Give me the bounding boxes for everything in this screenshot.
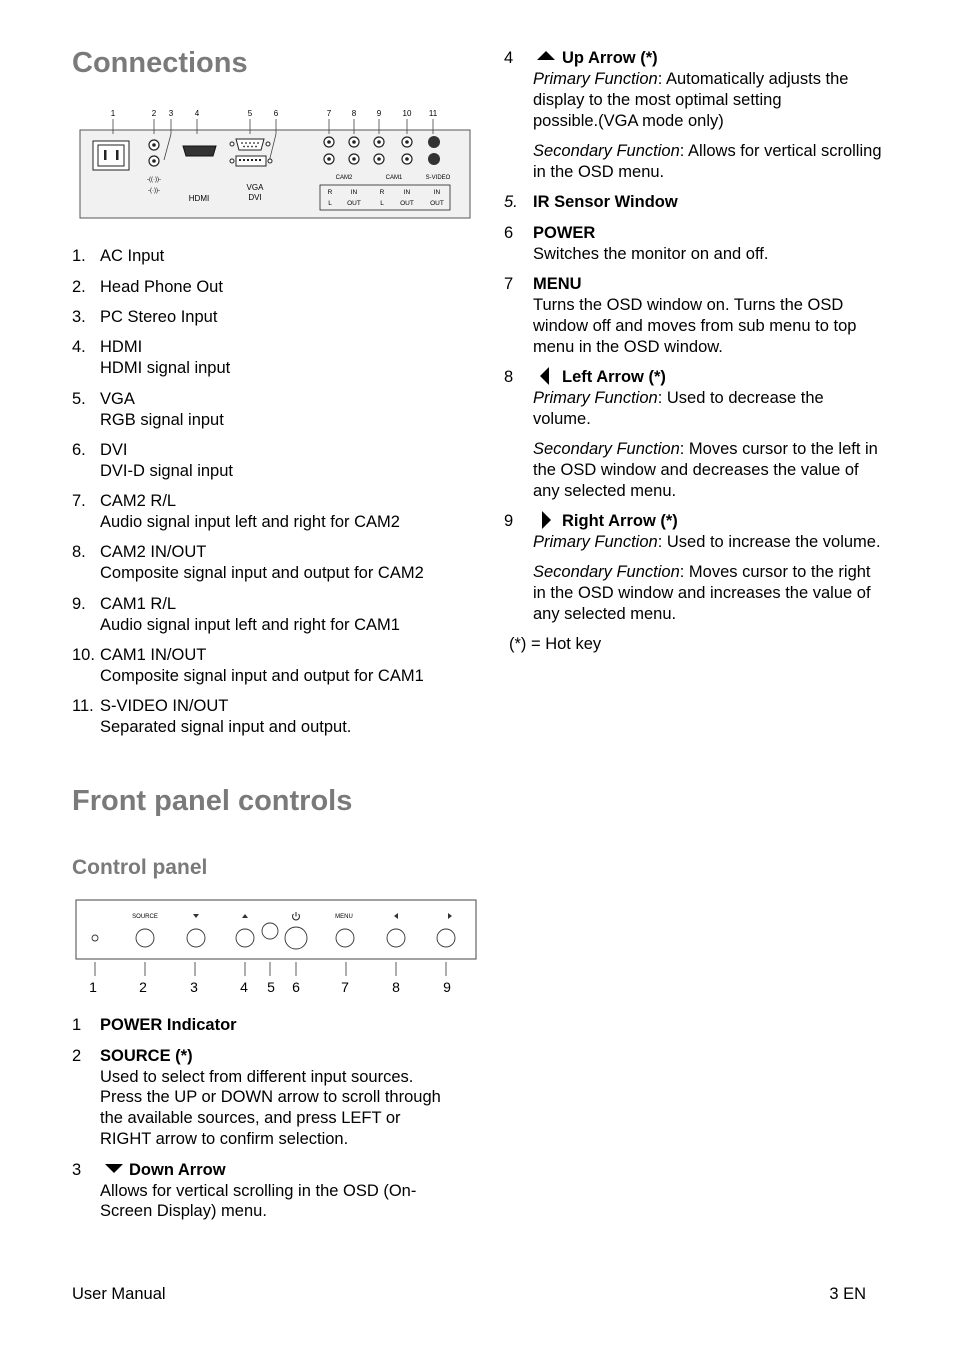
svg-text:VGA: VGA bbox=[246, 183, 264, 192]
svg-text:CAM1: CAM1 bbox=[385, 175, 403, 181]
right-arrow-icon bbox=[541, 510, 553, 530]
list-item-desc: Secondary Function: Moves cursor to the left in bbox=[533, 440, 878, 458]
svg-text:7: 7 bbox=[341, 979, 349, 995]
list-item-desc: Used to select from different input sources. bbox=[100, 1068, 414, 1086]
connections-title: Connections bbox=[72, 47, 248, 79]
conn-callout-5: 5 bbox=[247, 109, 253, 118]
list-item-number: 8. bbox=[72, 543, 86, 561]
right-button-icon bbox=[437, 929, 455, 947]
svg-text:3: 3 bbox=[190, 979, 198, 995]
front-panel-title: Front panel controls bbox=[72, 785, 353, 817]
svg-text:L: L bbox=[380, 200, 384, 207]
list-item-title: S-VIDEO IN/OUT bbox=[100, 697, 229, 715]
list-item-number: 7. bbox=[72, 492, 86, 510]
list-item-title: Up Arrow (*) bbox=[562, 49, 658, 67]
list-item-desc: Separated signal input and output. bbox=[100, 718, 352, 736]
list-item-desc: the OSD window and decreases the value of bbox=[533, 461, 859, 479]
svg-text:MENU: MENU bbox=[335, 914, 353, 920]
list-item-title: CAM2 IN/OUT bbox=[100, 543, 207, 561]
footer-left: User Manual bbox=[72, 1285, 166, 1303]
conn-callout-11: 11 bbox=[428, 109, 438, 118]
list-item-desc: Primary Function: Used to decrease the bbox=[533, 389, 824, 407]
list-item-desc: in the OSD menu. bbox=[533, 163, 665, 181]
list-item-desc: Press the UP or DOWN arrow to scroll through bbox=[100, 1088, 441, 1106]
list-item-title: IR Sensor Window bbox=[533, 193, 678, 211]
list-item-number: 1. bbox=[72, 247, 86, 265]
list-item-number: 2 bbox=[72, 1047, 82, 1065]
conn-callout-9: 9 bbox=[376, 109, 382, 118]
list-item-title: POWER Indicator bbox=[100, 1016, 237, 1034]
svg-text:8: 8 bbox=[392, 979, 400, 995]
svg-text:R: R bbox=[379, 189, 385, 196]
list-item-number: 2. bbox=[72, 278, 86, 296]
power-indicator-led bbox=[92, 935, 98, 941]
control-panel-subtitle: Control panel bbox=[72, 856, 208, 879]
svg-text:IN: IN bbox=[403, 189, 411, 196]
source-button-icon bbox=[136, 929, 154, 947]
list-item-desc: Primary Function: Automatically adjusts the bbox=[533, 70, 849, 88]
hotkey-note: (*) = Hot key bbox=[509, 635, 602, 653]
svg-text:1: 1 bbox=[89, 979, 97, 995]
list-item-desc: Turns the OSD window on. Turns the OSD bbox=[533, 296, 844, 314]
up-button-icon bbox=[236, 929, 254, 947]
down-arrow-icon bbox=[104, 1163, 124, 1175]
list-item-desc: Composite signal input and output for CAM2 bbox=[100, 564, 424, 582]
svg-text:6: 6 bbox=[292, 979, 300, 995]
svg-text:S-VIDEO: S-VIDEO bbox=[425, 175, 451, 181]
list-item-desc: window off and moves from sub menu to top bbox=[533, 317, 857, 335]
list-item-number: 8 bbox=[504, 368, 514, 386]
svg-text:IN: IN bbox=[433, 189, 441, 196]
ir-sensor-icon bbox=[262, 923, 278, 939]
list-item-desc: any selected menu. bbox=[533, 482, 677, 500]
conn-callout-3: 3 bbox=[168, 109, 174, 118]
list-item-title: CAM1 IN/OUT bbox=[100, 646, 207, 664]
list-item-title: Right Arrow (*) bbox=[562, 512, 678, 530]
list-item-title: CAM2 R/L bbox=[100, 492, 177, 510]
list-item-number: 1 bbox=[72, 1016, 82, 1034]
list-item-number: 10. bbox=[72, 646, 95, 664]
left-arrow-icon bbox=[539, 366, 551, 386]
conn-callout-6: 6 bbox=[273, 109, 279, 118]
svg-text:9: 9 bbox=[443, 979, 451, 995]
list-item-desc: in the OSD window and increases the value of bbox=[533, 584, 871, 602]
svg-text:HDMI: HDMI bbox=[188, 194, 210, 203]
svg-text:2: 2 bbox=[139, 979, 147, 995]
control-panel-diagram bbox=[72, 896, 480, 998]
list-item-title: SOURCE (*) bbox=[100, 1047, 193, 1065]
conn-callout-10: 10 bbox=[402, 109, 412, 118]
list-item-desc: Audio signal input left and right for CAM1 bbox=[100, 616, 400, 634]
svg-text:IN: IN bbox=[350, 189, 358, 196]
list-item-title: AC Input bbox=[100, 247, 165, 265]
list-item-desc: Primary Function: Used to increase the volume. bbox=[533, 533, 881, 551]
down-button-icon bbox=[187, 929, 205, 947]
svg-text:OUT: OUT bbox=[347, 200, 361, 207]
list-item-number: 3 bbox=[72, 1161, 82, 1179]
list-item-number: 9 bbox=[504, 512, 514, 530]
list-item-desc: Audio signal input left and right for CAM2 bbox=[100, 513, 400, 531]
list-item-number: 5. bbox=[504, 193, 518, 211]
ac-input-icon bbox=[93, 141, 129, 170]
list-item-desc: Secondary Function: Moves cursor to the right bbox=[533, 563, 871, 581]
list-item-number: 6 bbox=[504, 224, 514, 242]
list-item-number: 7 bbox=[504, 275, 514, 293]
list-item-title: DVI bbox=[100, 441, 128, 459]
svg-text:DVI: DVI bbox=[248, 193, 262, 202]
list-item-desc: possible.(VGA mode only) bbox=[533, 112, 724, 130]
list-item-desc: the available sources, and press LEFT or bbox=[100, 1109, 401, 1127]
svg-text:OUT: OUT bbox=[430, 200, 444, 207]
conn-callout-7: 7 bbox=[326, 109, 332, 118]
list-item-desc: RIGHT arrow to confirm selection. bbox=[100, 1130, 349, 1148]
page-number: 3 EN bbox=[829, 1285, 866, 1303]
up-arrow-icon bbox=[536, 50, 556, 62]
svg-text:4: 4 bbox=[240, 979, 248, 995]
power-button-icon bbox=[285, 927, 307, 949]
list-item-number: 4 bbox=[504, 49, 514, 67]
menu-button-icon bbox=[336, 929, 354, 947]
left-button-icon bbox=[387, 929, 405, 947]
list-item-desc: display to the most optimal setting bbox=[533, 91, 782, 109]
list-item-title: MENU bbox=[533, 275, 582, 293]
svg-text:OUT: OUT bbox=[400, 200, 414, 207]
svg-text:CAM2: CAM2 bbox=[335, 175, 353, 181]
svg-text:SOURCE: SOURCE bbox=[132, 914, 158, 920]
list-item-desc: volume. bbox=[533, 410, 591, 428]
list-item-desc: DVI-D signal input bbox=[100, 462, 233, 480]
connections-diagram bbox=[72, 104, 476, 222]
svg-text:R: R bbox=[327, 189, 333, 196]
list-item-title: Head Phone Out bbox=[100, 278, 223, 296]
list-item-desc: menu in the OSD window. bbox=[533, 338, 723, 356]
list-item-desc: any selected menu. bbox=[533, 605, 677, 623]
list-item-desc: HDMI signal input bbox=[100, 359, 231, 377]
list-item-title: VGA bbox=[100, 390, 135, 408]
conn-callout-2: 2 bbox=[151, 109, 157, 118]
list-item-number: 3. bbox=[72, 308, 86, 326]
list-item-desc: RGB signal input bbox=[100, 411, 224, 429]
svg-text:-((·))-: -((·))- bbox=[147, 177, 161, 183]
list-item-desc: Switches the monitor on and off. bbox=[533, 245, 769, 263]
svg-text:5: 5 bbox=[267, 979, 275, 995]
list-item-title: Down Arrow bbox=[129, 1161, 226, 1179]
list-item-title: POWER bbox=[533, 224, 596, 242]
conn-callout-1: 1 bbox=[110, 109, 116, 118]
list-item-title: Left Arrow (*) bbox=[562, 368, 666, 386]
list-item-desc: Composite signal input and output for CAM1 bbox=[100, 667, 424, 685]
list-item-number: 9. bbox=[72, 595, 86, 613]
list-item-desc: Screen Display) menu. bbox=[100, 1202, 267, 1220]
list-item-number: 4. bbox=[72, 338, 86, 356]
list-item-number: 5. bbox=[72, 390, 86, 408]
list-item-title: HDMI bbox=[100, 338, 143, 356]
list-item-number: 11. bbox=[72, 697, 94, 715]
list-item-title: PC Stereo Input bbox=[100, 308, 218, 326]
svg-text:-(·))-: -(·))- bbox=[148, 188, 160, 194]
list-item-title: CAM1 R/L bbox=[100, 595, 177, 613]
list-item-desc: Secondary Function: Allows for vertical scrolling bbox=[533, 142, 882, 160]
list-item-number: 6. bbox=[72, 441, 86, 459]
list-item-desc: Allows for vertical scrolling in the OSD (On- bbox=[100, 1182, 417, 1200]
conn-callout-8: 8 bbox=[351, 109, 357, 118]
conn-callout-4: 4 bbox=[194, 109, 200, 118]
svg-text:L: L bbox=[328, 200, 332, 207]
